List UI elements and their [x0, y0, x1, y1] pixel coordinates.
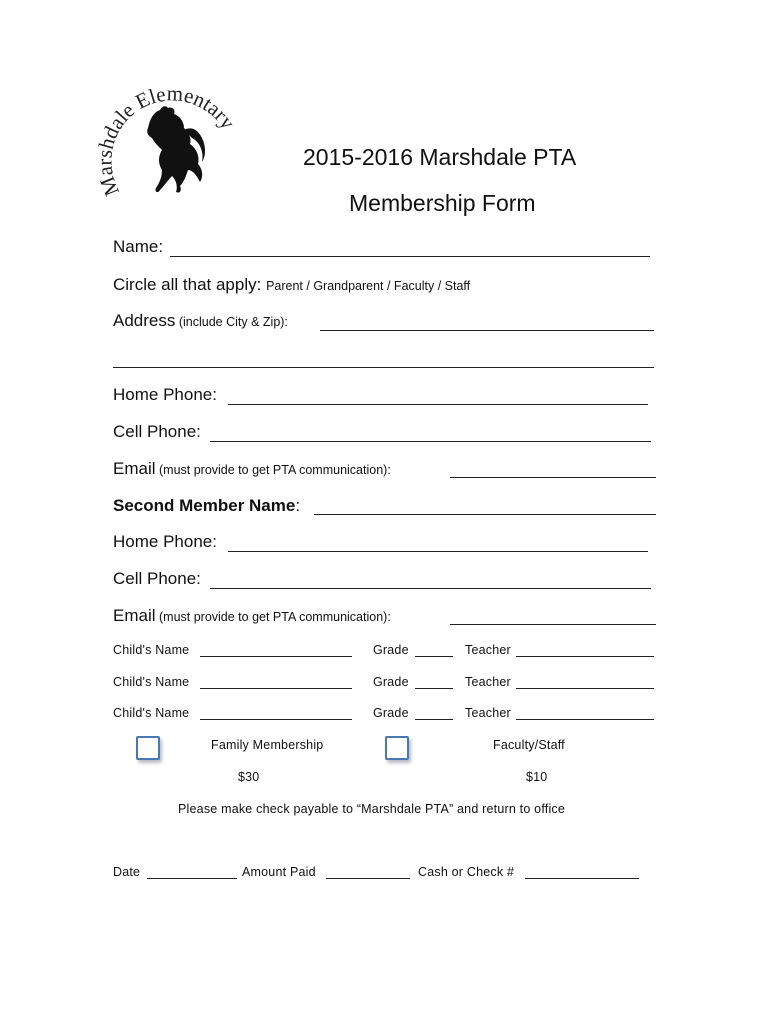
- second-member-colon: :: [295, 496, 301, 515]
- home-phone-label: Home Phone:: [113, 385, 217, 404]
- email-2-row: [113, 606, 391, 626]
- form-title-line1: 2015-2016 Marshdale PTA: [303, 144, 577, 170]
- child-2-teacher-line[interactable]: [516, 688, 654, 689]
- date-line[interactable]: [147, 878, 237, 879]
- child-1-grade-line[interactable]: [415, 656, 453, 657]
- second-member-row: [113, 496, 300, 516]
- email-2-label: Email: [113, 606, 156, 625]
- child-2-name-line[interactable]: [200, 688, 352, 689]
- circle-options[interactable]: Parent / Grandparent / Faculty / Staff: [266, 279, 471, 293]
- circle-row: [113, 275, 470, 295]
- cell-phone-2-line[interactable]: [210, 588, 651, 589]
- child-3-teacher-label: Teacher: [465, 706, 511, 720]
- child-3-name-line[interactable]: [200, 719, 352, 720]
- home-phone-2-label: Home Phone:: [113, 532, 217, 551]
- email-row: [113, 459, 391, 479]
- child-3-name-label: Child's Name: [113, 706, 190, 720]
- email-hint: (must provide to get PTA communication):: [155, 463, 391, 477]
- cell-phone-label: Cell Phone:: [113, 422, 201, 441]
- child-1-name-label: Child's Name: [113, 643, 190, 657]
- second-member-label: Second Member Name: [113, 496, 296, 515]
- child-1-grade-label: Grade: [373, 643, 409, 657]
- school-logo: [88, 70, 233, 210]
- address-label: Address: [113, 311, 176, 330]
- child-2-name-label: Child's Name: [113, 675, 190, 689]
- faculty-staff-checkbox[interactable]: [385, 736, 409, 760]
- cell-phone-line[interactable]: [210, 441, 651, 442]
- address-line-2[interactable]: [113, 367, 654, 368]
- family-membership-price: $30: [238, 770, 260, 784]
- address-row: [113, 311, 288, 331]
- child-3-grade-line[interactable]: [415, 719, 453, 720]
- child-3-grade-label: Grade: [373, 706, 409, 720]
- circle-label: Circle all that apply:: [113, 275, 267, 294]
- child-3-teacher-line[interactable]: [516, 719, 654, 720]
- address-hint: (include City & Zip):: [175, 315, 288, 329]
- family-membership-checkbox[interactable]: [136, 736, 160, 760]
- child-1-teacher-line[interactable]: [516, 656, 654, 657]
- child-2-grade-label: Grade: [373, 675, 409, 689]
- cell-phone-2-label: Cell Phone:: [113, 569, 201, 588]
- faculty-staff-price: $10: [526, 770, 548, 784]
- child-1-name-line[interactable]: [200, 656, 352, 657]
- cash-or-check-line[interactable]: [525, 878, 639, 879]
- address-line-1[interactable]: [320, 330, 654, 331]
- faculty-staff-label: Faculty/Staff: [493, 738, 565, 752]
- home-phone-line[interactable]: [228, 404, 648, 405]
- home-phone-2-line[interactable]: [228, 551, 648, 552]
- child-2-teacher-label: Teacher: [465, 675, 511, 689]
- second-member-line[interactable]: [314, 514, 656, 515]
- family-membership-label: Family Membership: [211, 738, 324, 752]
- date-label: Date: [113, 865, 141, 879]
- email-2-hint: (must provide to get PTA communication):: [155, 610, 391, 624]
- form-title-line2: Membership Form: [349, 190, 536, 216]
- name-line[interactable]: [170, 256, 650, 257]
- payment-note: Please make check payable to “Marshdale PTA” and return to office: [178, 802, 566, 816]
- amount-paid-line[interactable]: [326, 878, 410, 879]
- email-line[interactable]: [450, 477, 656, 478]
- email-label: Email: [113, 459, 156, 478]
- name-label: Name:: [113, 237, 164, 256]
- child-2-grade-line[interactable]: [415, 688, 453, 689]
- horse-icon: [147, 106, 205, 192]
- cash-or-check-label: Cash or Check #: [418, 865, 515, 879]
- amount-paid-label: Amount Paid: [242, 865, 316, 879]
- logo-arc-text: Marshdale Elementar: [92, 81, 233, 200]
- email-2-line[interactable]: [450, 624, 656, 625]
- child-1-teacher-label: Teacher: [465, 643, 511, 657]
